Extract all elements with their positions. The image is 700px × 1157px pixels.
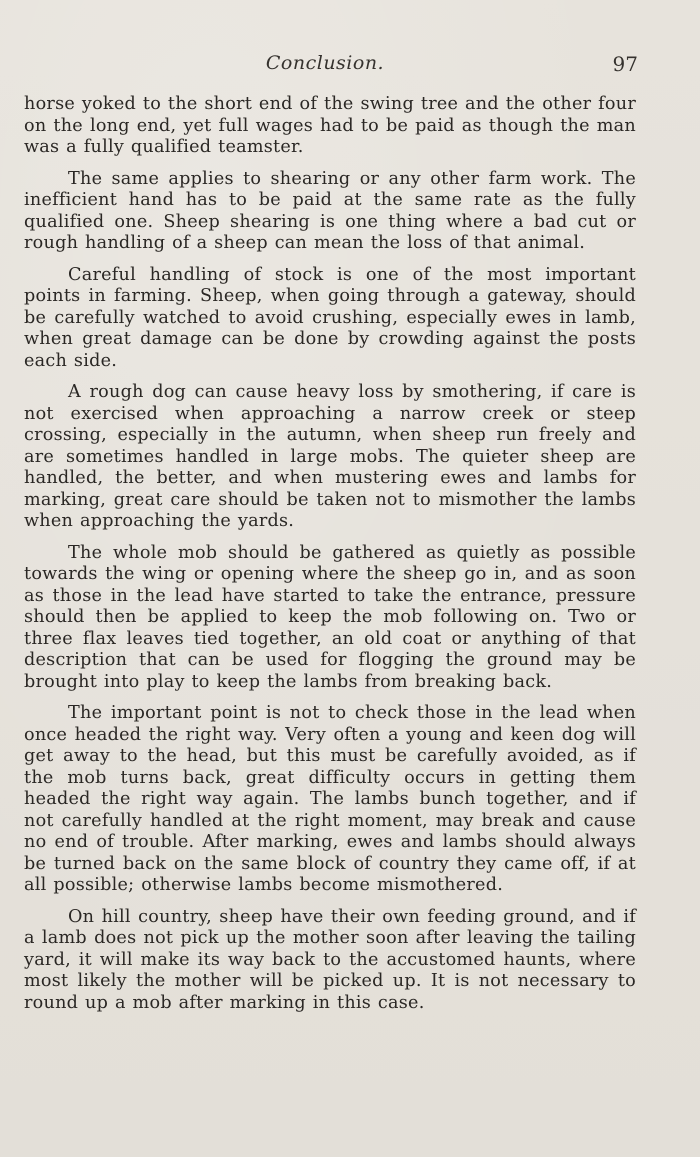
paragraph-careful-handling: Careful handling of stock is one of the most important points in farming. Sheep, when going through a gateway, should be carefully watched to avoid crushing, especially ewes in lamb, when great damage can be done by crowding against the posts each side.: [24, 264, 636, 371]
paragraph-whole-mob: The whole mob should be gathered as quietly as possible towards the wing or opening where the sheep go in, and as soon as those in the lead have started to take the entrance, pressure should then be applied to keep the mob following on. Two or three flax leaves tied together, an old coat or anything of that description that can be used for flogging the ground may be brought into play to keep the lambs from breaking back.: [24, 542, 636, 692]
paragraph-shearing: The same applies to shearing or any other farm work. The inefficient hand has to be paid at the same rate as the fully qualified one. Sheep shearing is one thing where a bad cut or rough handling of a sheep can mean the loss of that animal.: [24, 168, 636, 253]
body-text: [24, 94, 636, 1024]
running-title: Conclusion.: [265, 52, 385, 74]
page-number: 97: [612, 52, 638, 76]
paragraph-important-point: The important point is not to check those in the lead when once headed the right way. Very often a young and keen dog will get away to the head, but this must be carefully avoided, as if the mob turns back, great difficulty occurs in getting them headed the right way again. The lambs bunch together, and if not carefully handled at the right moment, may break and cause no end of trouble. After marking, ewes and lambs should always be turned back on the same block of country they came off, if at all possible; otherwise lambs become mismothered.: [24, 703, 636, 895]
paragraph-hill-country: On hill country, sheep have their own feeding ground, and if a lamb does not pick up the mother soon after leaving the tailing yard, it will make its way back to the accustomed haunts, where most likely the mother will be picked up. It is not necessary to round up a mob after marking in this case.: [24, 906, 636, 1013]
paragraph-rough-dog: A rough dog can cause heavy loss by smothering, if care is not exercised when approaching a narrow creek or steep crossing, especially in the autumn, when sheep run freely and are sometimes handled in large mobs. The quieter sheep are handled, the better, and when mustering ewes and lambs for marking, great care should be taken not to mismother the lambs when approaching the yards.: [24, 382, 636, 531]
paragraph-continued: horse yoked to the short end of the swing tree and the other four on the long end, yet full wages had to be paid as though the man was a fully qualified teamster.: [24, 94, 636, 157]
